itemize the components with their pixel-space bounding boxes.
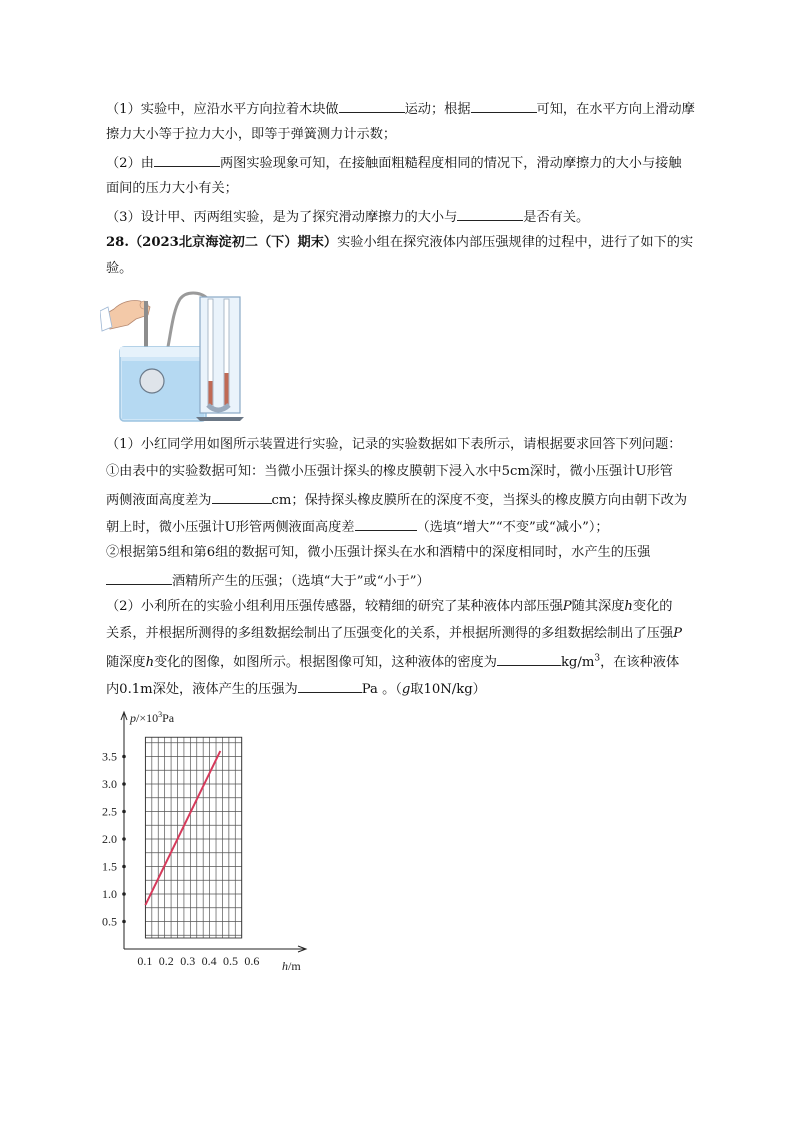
apparatus-illustration <box>100 285 260 425</box>
sub1-2-line-2 <box>106 571 430 591</box>
problem-text-b: 验。 <box>106 261 133 276</box>
y-tick-label: 2.5 <box>102 804 117 819</box>
sub2-text-c1: 随深度 <box>106 655 146 670</box>
sub2-unit: kg/m <box>560 655 595 670</box>
y-tick-mark <box>122 755 126 759</box>
chart-grid <box>145 737 241 938</box>
sub2-symbol-p2: P <box>673 626 682 641</box>
sub2-text-a2: 随其深度 <box>571 599 625 614</box>
q2-line-1 <box>106 153 682 173</box>
q1-text-c: 可知，在水平方向上滑动摩 <box>536 102 695 117</box>
q2-text-c: 面间的压力大小有关； <box>106 181 238 196</box>
sub1-2-text-b: 酒精所产生的压强；（选填“大于”或“小于”） <box>172 574 430 589</box>
answer-blank[interactable] <box>355 517 417 531</box>
q3-text-b: 是否有关。 <box>523 210 590 225</box>
y-tick-label: 0.5 <box>102 914 117 929</box>
chart-series <box>145 751 220 905</box>
q2-line-2 <box>106 180 238 198</box>
sub2-text-d1: 内0.1m深处，液体产生的压强为 <box>106 682 298 697</box>
y-tick-mark <box>122 865 126 869</box>
sub2-text-a1: （2）小利所在的实验小组利用压强传感器，较精细的研究了某种液体内部压强 <box>106 599 563 614</box>
q1-text-d: 擦力大小等于拉力大小，即等于弹簧测力计示数； <box>106 127 397 142</box>
sub2-symbol-g: g <box>401 682 411 697</box>
q3-text-a: （3）设计甲、丙两组实验，是为了探究滑动摩擦力的大小与 <box>106 210 458 225</box>
y-tick-label: 3.5 <box>102 749 117 764</box>
y-tick-mark <box>122 920 126 924</box>
problem-28-line-2 <box>106 260 132 278</box>
sub1-line <box>106 436 681 454</box>
y-tick-label: 1.5 <box>102 859 117 874</box>
q2-text-a: （2）由 <box>106 156 154 171</box>
problem-source: （2023北京海淀初二（下）期末） <box>128 235 338 250</box>
answer-blank[interactable] <box>154 153 220 167</box>
sub2-text-a3: 变化的 <box>632 599 673 614</box>
probe-icon <box>140 369 164 393</box>
y-tick-mark <box>122 837 126 841</box>
sub2-unit-exp: 3 <box>594 653 601 664</box>
sub2-text-d2: Pa 。（ <box>361 682 402 697</box>
y-tick-labels <box>102 750 126 929</box>
x-axis-label: h/m <box>282 959 301 973</box>
sub2-line-4 <box>106 679 486 699</box>
answer-blank[interactable] <box>471 99 537 113</box>
sub1-1-text-b: 两侧液面高度差为 <box>106 493 212 508</box>
sub1-2-text-a: ②根据第5组和第6组的数据可知，微小压强计探头在水和酒精中的深度相同时，水产生的压强 <box>106 545 651 560</box>
pressure-depth-chart <box>100 700 340 980</box>
answer-blank[interactable] <box>106 571 172 585</box>
u-tube-manometer-icon <box>196 297 244 421</box>
x-tick-label: 0.2 <box>158 954 174 968</box>
q1-text-b: 运动；根据 <box>404 102 471 117</box>
sub2-text-b: 关系，并根据所测得的多组数据绘制出了压强变化的关系，并根据所测得的多组数据绘制出了压强 <box>106 626 674 641</box>
y-tick-label: 1.0 <box>102 887 117 901</box>
sub1-text: （1）小红同学用如图所示装置进行实验，记录的实验数据如下表所示，请根据要求回答下列问题： <box>106 437 682 452</box>
sub2-line-3 <box>106 652 679 672</box>
sub2-line-1 <box>106 598 672 616</box>
x-tick-label: 0.6 <box>244 954 260 968</box>
series-line <box>145 751 220 905</box>
sub1-1-line-1 <box>106 463 673 481</box>
answer-blank[interactable] <box>298 679 362 693</box>
y-axis-label: $p/\times 10^3Pa$ <box>130 710 175 725</box>
sub1-1-text-c: cm；保持探头橡皮膜所在的深度不变，当探头的橡皮膜方向由朝下改为 <box>271 493 688 508</box>
hand-icon <box>100 300 150 331</box>
sub2-symbol-h: h <box>624 599 633 614</box>
problem-28-line-1 <box>106 234 693 252</box>
sub1-2-line-1 <box>106 544 650 562</box>
sub1-1-text-a: ①由表中的实验数据可知：当微小压强计探头的橡皮膜朝下浸入水中5cm深时，微小压强计U形管 <box>106 464 673 479</box>
q1-line-1 <box>106 99 695 119</box>
y-tick-mark <box>122 782 126 786</box>
q1-text-a: （1）实验中，应沿水平方向拉着木块做 <box>106 102 339 117</box>
problem-number: 28. <box>106 235 129 250</box>
sub1-1-line-2 <box>106 490 687 510</box>
x-tick-label: 0.4 <box>201 954 217 968</box>
q2-text-b: 两图实验现象可知，在接触面粗糙程度相同的情况下，滑动摩擦力的大小与接触 <box>219 156 682 171</box>
sub1-1-text-d: 朝上时，微小压强计U形管两侧液面高度差 <box>106 520 355 535</box>
x-tick-label: 0.1 <box>137 954 153 968</box>
answer-blank[interactable] <box>212 490 272 504</box>
answer-blank[interactable] <box>339 99 405 113</box>
x-tick-labels <box>137 954 259 968</box>
answer-blank[interactable] <box>457 207 523 221</box>
sub2-text-d3: 取10N/kg） <box>410 682 486 697</box>
y-tick-label: 3.0 <box>102 777 117 791</box>
sub1-1-text-e: （选填“增大”“不变”或“减小”）； <box>416 520 609 535</box>
x-tick-label: 0.3 <box>180 954 196 968</box>
sub2-symbol-h2: h <box>145 655 155 670</box>
y-tick-label: 2.0 <box>102 832 117 846</box>
q1-line-2 <box>106 126 396 144</box>
answer-blank[interactable] <box>497 652 561 666</box>
sub2-text-c4: ，在该种液体 <box>600 655 680 670</box>
sub1-1-line-3 <box>106 517 609 537</box>
sub2-text-c2: 变化的图像，如图所示。根据图像可知，这种液体的密度为 <box>154 655 497 670</box>
problem-text: 实验小组在探究液体内部压强规律的过程中，进行了如下的实 <box>337 235 694 250</box>
y-tick-mark <box>122 892 126 896</box>
x-tick-label: 0.5 <box>223 954 238 968</box>
chart-axes <box>121 712 306 952</box>
q3-line <box>106 207 589 227</box>
sub2-symbol-p: P <box>562 599 572 614</box>
y-tick-mark <box>122 810 126 814</box>
sub2-line-2 <box>106 625 682 643</box>
